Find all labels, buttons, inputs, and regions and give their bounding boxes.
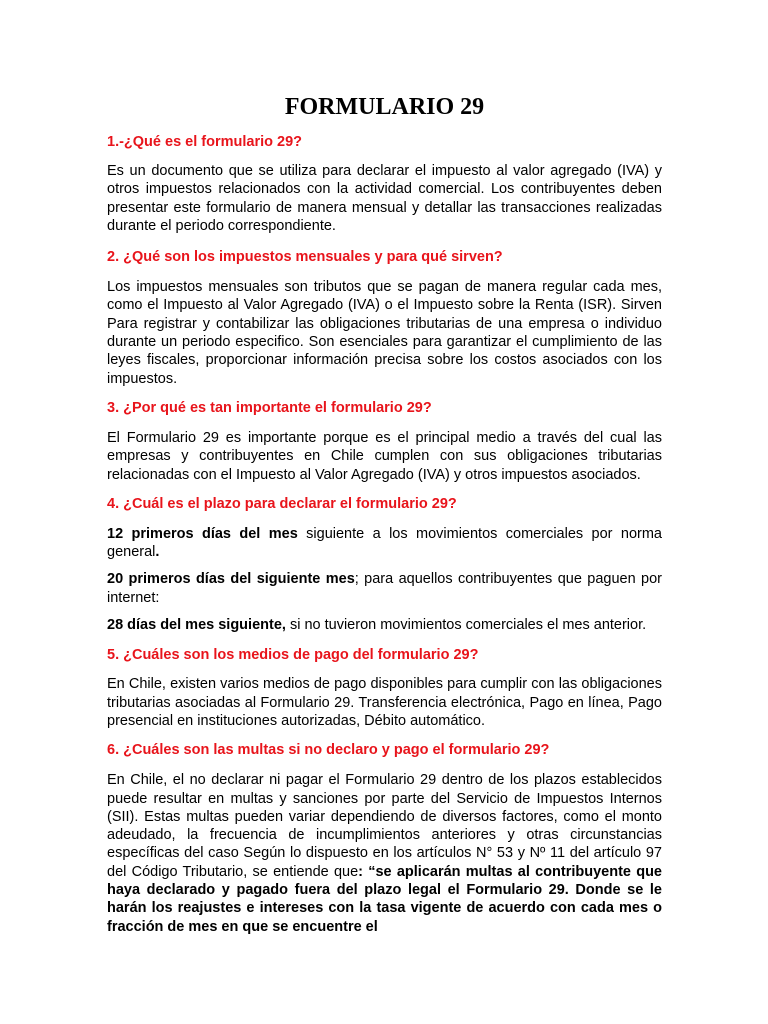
answer-6: [107, 771, 662, 936]
answer-1: Es un documento que se utiliza para declarar el impuesto al valor agregado (IVA) y otros impuestos relacionados con la actividad comercial. Los contribuyentes deben presentar este formulario de manera mensual y detallar las transacciones realizadas durante el periodo correspondiente.: [107, 163, 662, 234]
answer-2: Los impuestos mensuales son tributos que se pagan de manera regular cada mes, como el Impuesto al Valor Agregado (IVA) o el Impuesto sobre la Renta (ISR). Sirven Para registrar y contabilizar las obligaciones tributarias de una empresa o individuo durante un periodo especifico. Son esenciales para garantizar el cumplimiento de las leyes fiscales, proporcionar información precisa sobre los costos asociados con los impuestos.: [107, 279, 662, 387]
deadline-bold: 28 días del mes siguiente,: [107, 617, 286, 634]
question-6: 6. ¿Cuáles son las multas si no declaro y pago el formulario 29?: [107, 742, 550, 759]
question-1: 1.-¿Qué es el formulario 29?: [107, 134, 302, 150]
answer-6-text: En Chile, el no declarar ni pagar el Formulario 29 dentro de los plazos establecidos puede resultar en multas y sanciones por parte del Servicio de Impuestos Internos (SII). Estas multas pueden variar dependiendo de diversos factores, como el monto adeudado, la frecuencia de incumplimientos anteriores y otras circunstancias específicas del caso Según lo dispuesto en los artículos N° 53 y Nº 11 del artículo 97 del Código Tributario, se entiende que: [107, 772, 662, 880]
answer-6-quote: “se aplicarán multas al contribuyente que haya declarado y pagado fuera del plazo legal el Formulario 29. Donde se le harán los reajustes e intereses con la tasa vigente de acuerdo con cada mes o fracción de mes en que se encuentre el: [107, 863, 662, 935]
deadline-end: .: [155, 544, 160, 561]
question-5: 5. ¿Cuáles son los medios de pago del formulario 29?: [107, 647, 479, 664]
deadline-text: siguiente a los movimientos comerciales por norma general: [107, 525, 662, 561]
answer-3: El Formulario 29 es importante porque es el principal medio a través del cual las empresas y contribuyentes en Chile cumplen con sus obligaciones tributarias relacionadas con el Impuesto al Valor Agregado (IVA) y otros impuestos asociados.: [107, 429, 662, 483]
deadline-text: si no tuvieron movimientos comerciales el mes anterior.: [285, 617, 647, 634]
page-title: FORMULARIO 29: [284, 94, 485, 120]
deadline-bold: 12 primeros días del mes: [107, 525, 298, 542]
deadline-bold: 20 primeros días del siguiente mes: [107, 571, 355, 588]
question-4: 4. ¿Cuál es el plazo para declarar el formulario 29?: [107, 495, 457, 512]
deadline-item-3: [107, 616, 662, 634]
deadline-text: ; para aquellos contribuyentes que paguen por internet:: [107, 571, 662, 606]
question-2: 2. ¿Qué son los impuestos mensuales y para qué sirven?: [107, 249, 503, 266]
question-3: 3. ¿Por qué es tan importante el formulario 29?: [107, 399, 432, 416]
answer-6-colon: :: [358, 863, 369, 880]
answer-5: En Chile, existen varios medios de pago disponibles para cumplir con las obligaciones tributarias asociadas al Formulario 29. Transferencia electrónica, Pago en línea, Pago presencial en instituciones autorizadas, Débito automático.: [107, 676, 662, 729]
deadline-item-2: [107, 570, 662, 607]
deadline-item-1: [107, 525, 662, 562]
